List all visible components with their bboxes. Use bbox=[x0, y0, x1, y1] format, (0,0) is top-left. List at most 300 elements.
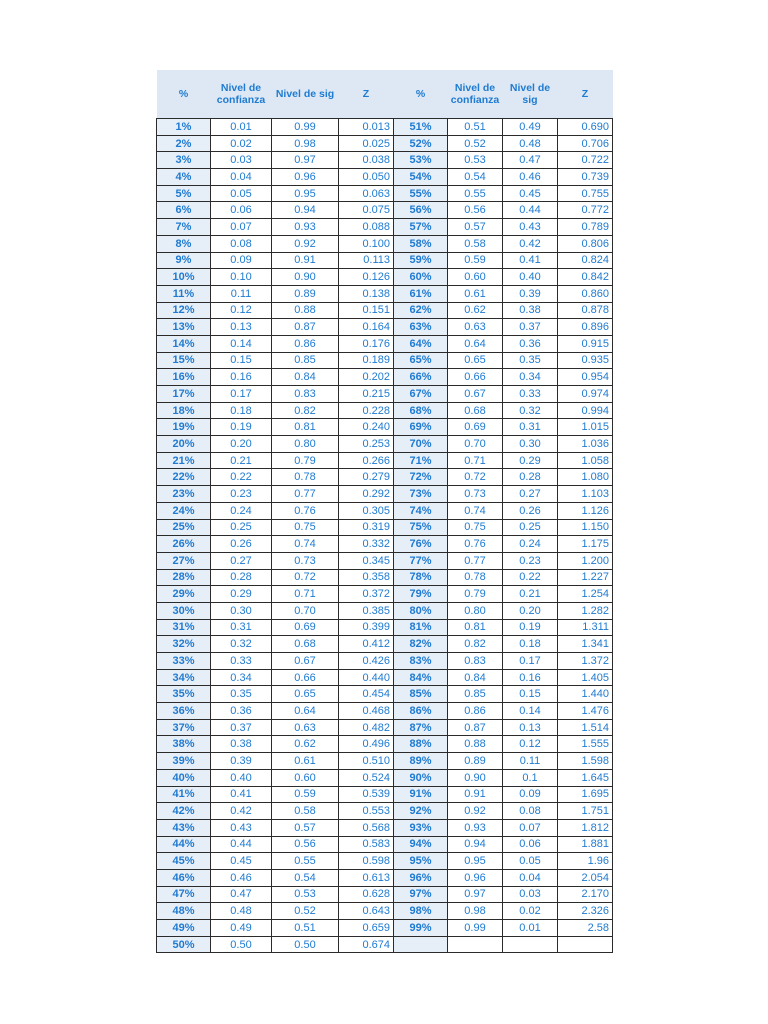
table-row bbox=[157, 135, 613, 152]
table-row bbox=[157, 486, 613, 503]
confidence-cell: 0.31 bbox=[211, 619, 272, 636]
table-row bbox=[157, 119, 613, 136]
percent-cell: 34% bbox=[157, 669, 211, 686]
z-cell: 0.038 bbox=[339, 152, 394, 169]
confidence-cell: 0.28 bbox=[211, 569, 272, 586]
percent-cell: 3% bbox=[157, 152, 211, 169]
percent-cell: 56% bbox=[394, 202, 448, 219]
significance-cell: 0.06 bbox=[503, 836, 558, 853]
z-cell: 0.860 bbox=[558, 285, 613, 302]
percent-cell: 35% bbox=[157, 686, 211, 703]
z-cell: 1.103 bbox=[558, 486, 613, 503]
significance-cell: 0.92 bbox=[272, 235, 339, 252]
confidence-cell: 0.51 bbox=[448, 119, 503, 136]
significance-cell: 0.13 bbox=[503, 719, 558, 736]
z-cell: 1.405 bbox=[558, 669, 613, 686]
table-row bbox=[157, 185, 613, 202]
confidence-cell: 0.67 bbox=[448, 386, 503, 403]
z-cell: 1.126 bbox=[558, 502, 613, 519]
percent-cell: 84% bbox=[394, 669, 448, 686]
significance-cell: 0.63 bbox=[272, 719, 339, 736]
z-cell: 0.113 bbox=[339, 252, 394, 269]
confidence-cell: 0.30 bbox=[211, 602, 272, 619]
percent-cell: 96% bbox=[394, 869, 448, 886]
confidence-cell: 0.01 bbox=[211, 119, 272, 136]
table-row bbox=[157, 219, 613, 236]
table-row bbox=[157, 786, 613, 803]
z-cell: 0.063 bbox=[339, 185, 394, 202]
percent-cell: 60% bbox=[394, 269, 448, 286]
z-cell: 0.643 bbox=[339, 903, 394, 920]
table-row bbox=[157, 769, 613, 786]
significance-cell: 0.60 bbox=[272, 769, 339, 786]
percent-cell: 47% bbox=[157, 886, 211, 903]
z-cell: 0.454 bbox=[339, 686, 394, 703]
significance-cell: 0.58 bbox=[272, 803, 339, 820]
significance-cell: 0.87 bbox=[272, 319, 339, 336]
percent-cell: 2% bbox=[157, 135, 211, 152]
z-score-table bbox=[156, 70, 613, 953]
z-cell: 0.896 bbox=[558, 319, 613, 336]
percent-cell: 68% bbox=[394, 402, 448, 419]
percent-cell: 15% bbox=[157, 352, 211, 369]
significance-cell: 0.16 bbox=[503, 669, 558, 686]
z-cell: 0.539 bbox=[339, 786, 394, 803]
confidence-cell: 0.40 bbox=[211, 769, 272, 786]
percent-cell: 98% bbox=[394, 903, 448, 920]
table-row bbox=[157, 369, 613, 386]
significance-cell: 0.12 bbox=[503, 736, 558, 753]
percent-cell: 88% bbox=[394, 736, 448, 753]
z-cell: 0.824 bbox=[558, 252, 613, 269]
significance-cell: 0.71 bbox=[272, 586, 339, 603]
table-row bbox=[157, 869, 613, 886]
z-cell: 0.358 bbox=[339, 569, 394, 586]
percent-cell: 12% bbox=[157, 302, 211, 319]
z-cell: 0.789 bbox=[558, 219, 613, 236]
table-row bbox=[157, 552, 613, 569]
z-cell: 0.806 bbox=[558, 235, 613, 252]
confidence-cell: 0.90 bbox=[448, 769, 503, 786]
z-cell: 0.553 bbox=[339, 803, 394, 820]
z-cell: 0.510 bbox=[339, 753, 394, 770]
z-cell: 0.568 bbox=[339, 819, 394, 836]
percent-cell: 29% bbox=[157, 586, 211, 603]
significance-cell: 0.69 bbox=[272, 619, 339, 636]
percent-cell: 70% bbox=[394, 436, 448, 453]
percent-cell: 7% bbox=[157, 219, 211, 236]
percent-cell: 72% bbox=[394, 469, 448, 486]
percent-cell: 85% bbox=[394, 686, 448, 703]
significance-cell: 0.43 bbox=[503, 219, 558, 236]
significance-cell: 0.93 bbox=[272, 219, 339, 236]
percent-cell: 28% bbox=[157, 569, 211, 586]
percent-cell: 13% bbox=[157, 319, 211, 336]
percent-cell: 57% bbox=[394, 219, 448, 236]
confidence-cell: 0.48 bbox=[211, 903, 272, 920]
table-row bbox=[157, 853, 613, 870]
percent-cell: 44% bbox=[157, 836, 211, 853]
confidence-cell: 0.95 bbox=[448, 853, 503, 870]
percent-cell: 94% bbox=[394, 836, 448, 853]
confidence-cell: 0.32 bbox=[211, 636, 272, 653]
confidence-cell: 0.75 bbox=[448, 519, 503, 536]
z-cell: 0.468 bbox=[339, 703, 394, 720]
confidence-cell: 0.63 bbox=[448, 319, 503, 336]
significance-cell: 0.88 bbox=[272, 302, 339, 319]
percent-cell: 75% bbox=[394, 519, 448, 536]
percent-cell: 92% bbox=[394, 803, 448, 820]
table-row bbox=[157, 669, 613, 686]
z-cell: 0.915 bbox=[558, 335, 613, 352]
percent-cell: 55% bbox=[394, 185, 448, 202]
significance-cell: 0.51 bbox=[272, 920, 339, 937]
table-row bbox=[157, 169, 613, 186]
confidence-cell: 0.02 bbox=[211, 135, 272, 152]
significance-cell: 0.15 bbox=[503, 686, 558, 703]
confidence-cell: 0.22 bbox=[211, 469, 272, 486]
significance-cell: 0.22 bbox=[503, 569, 558, 586]
table-row bbox=[157, 886, 613, 903]
confidence-cell: 0.70 bbox=[448, 436, 503, 453]
z-cell: 0.013 bbox=[339, 119, 394, 136]
table-row bbox=[157, 619, 613, 636]
z-cell: 0.878 bbox=[558, 302, 613, 319]
percent-cell: 81% bbox=[394, 619, 448, 636]
significance-cell: 0.37 bbox=[503, 319, 558, 336]
z-cell: 0.151 bbox=[339, 302, 394, 319]
table-row bbox=[157, 936, 613, 953]
percent-cell: 48% bbox=[157, 903, 211, 920]
table-row bbox=[157, 235, 613, 252]
table-row bbox=[157, 402, 613, 419]
confidence-cell: 0.65 bbox=[448, 352, 503, 369]
confidence-cell: 0.06 bbox=[211, 202, 272, 219]
confidence-cell: 0.64 bbox=[448, 335, 503, 352]
table-row bbox=[157, 586, 613, 603]
significance-cell bbox=[503, 936, 558, 953]
z-cell: 0.215 bbox=[339, 386, 394, 403]
confidence-cell: 0.56 bbox=[448, 202, 503, 219]
percent-cell: 73% bbox=[394, 486, 448, 503]
table-row bbox=[157, 653, 613, 670]
table-row bbox=[157, 502, 613, 519]
percent-cell: 17% bbox=[157, 386, 211, 403]
table-row bbox=[157, 536, 613, 553]
significance-cell: 0.81 bbox=[272, 419, 339, 436]
confidence-cell: 0.49 bbox=[211, 920, 272, 937]
z-cell: 0.240 bbox=[339, 419, 394, 436]
significance-cell: 0.73 bbox=[272, 552, 339, 569]
significance-cell: 0.17 bbox=[503, 653, 558, 670]
significance-cell: 0.04 bbox=[503, 869, 558, 886]
z-cell: 0.583 bbox=[339, 836, 394, 853]
table-row bbox=[157, 803, 613, 820]
table-row bbox=[157, 335, 613, 352]
significance-cell: 0.02 bbox=[503, 903, 558, 920]
z-cell: 0.659 bbox=[339, 920, 394, 937]
confidence-cell: 0.36 bbox=[211, 703, 272, 720]
percent-cell: 63% bbox=[394, 319, 448, 336]
significance-cell: 0.84 bbox=[272, 369, 339, 386]
z-cell: 1.015 bbox=[558, 419, 613, 436]
confidence-cell: 0.16 bbox=[211, 369, 272, 386]
confidence-cell: 0.72 bbox=[448, 469, 503, 486]
z-cell: 2.054 bbox=[558, 869, 613, 886]
percent-cell: 79% bbox=[394, 586, 448, 603]
percent-cell: 46% bbox=[157, 869, 211, 886]
z-cell: 0.399 bbox=[339, 619, 394, 636]
significance-cell: 0.44 bbox=[503, 202, 558, 219]
table-row bbox=[157, 703, 613, 720]
percent-cell: 49% bbox=[157, 920, 211, 937]
table-row bbox=[157, 352, 613, 369]
z-cell: 0.994 bbox=[558, 402, 613, 419]
significance-cell: 0.66 bbox=[272, 669, 339, 686]
z-cell: 0.025 bbox=[339, 135, 394, 152]
significance-cell: 0.52 bbox=[272, 903, 339, 920]
z-cell: 1.311 bbox=[558, 619, 613, 636]
percent-cell: 20% bbox=[157, 436, 211, 453]
z-cell: 0.842 bbox=[558, 269, 613, 286]
table-row bbox=[157, 836, 613, 853]
significance-cell: 0.94 bbox=[272, 202, 339, 219]
significance-cell: 0.29 bbox=[503, 452, 558, 469]
percent-cell: 76% bbox=[394, 536, 448, 553]
confidence-cell: 0.87 bbox=[448, 719, 503, 736]
confidence-cell: 0.12 bbox=[211, 302, 272, 319]
significance-cell: 0.91 bbox=[272, 252, 339, 269]
significance-cell: 0.09 bbox=[503, 786, 558, 803]
confidence-cell: 0.18 bbox=[211, 402, 272, 419]
confidence-cell: 0.55 bbox=[448, 185, 503, 202]
percent-cell: 22% bbox=[157, 469, 211, 486]
percent-cell: 23% bbox=[157, 486, 211, 503]
z-cell: 0.345 bbox=[339, 552, 394, 569]
significance-cell: 0.31 bbox=[503, 419, 558, 436]
significance-cell: 0.56 bbox=[272, 836, 339, 853]
confidence-cell: 0.09 bbox=[211, 252, 272, 269]
significance-cell: 0.53 bbox=[272, 886, 339, 903]
z-cell: 0.496 bbox=[339, 736, 394, 753]
significance-cell: 0.77 bbox=[272, 486, 339, 503]
percent-cell: 51% bbox=[394, 119, 448, 136]
percent-cell: 32% bbox=[157, 636, 211, 653]
percent-cell: 6% bbox=[157, 202, 211, 219]
confidence-cell: 0.46 bbox=[211, 869, 272, 886]
z-cell: 0.412 bbox=[339, 636, 394, 653]
confidence-cell: 0.47 bbox=[211, 886, 272, 903]
confidence-cell: 0.88 bbox=[448, 736, 503, 753]
confidence-cell: 0.11 bbox=[211, 285, 272, 302]
z-cell: 1.200 bbox=[558, 552, 613, 569]
percent-cell: 40% bbox=[157, 769, 211, 786]
percent-cell: 26% bbox=[157, 536, 211, 553]
significance-cell: 0.03 bbox=[503, 886, 558, 903]
confidence-cell: 0.66 bbox=[448, 369, 503, 386]
significance-cell: 0.57 bbox=[272, 819, 339, 836]
significance-cell: 0.96 bbox=[272, 169, 339, 186]
significance-cell: 0.82 bbox=[272, 402, 339, 419]
z-cell: 0.088 bbox=[339, 219, 394, 236]
significance-cell: 0.99 bbox=[272, 119, 339, 136]
table-row bbox=[157, 753, 613, 770]
table-row bbox=[157, 202, 613, 219]
percent-cell: 41% bbox=[157, 786, 211, 803]
significance-cell: 0.24 bbox=[503, 536, 558, 553]
confidence-cell: 0.86 bbox=[448, 703, 503, 720]
z-cell: 1.598 bbox=[558, 753, 613, 770]
table-row bbox=[157, 302, 613, 319]
significance-cell: 0.72 bbox=[272, 569, 339, 586]
confidence-cell: 0.38 bbox=[211, 736, 272, 753]
confidence-cell: 0.05 bbox=[211, 185, 272, 202]
significance-cell: 0.18 bbox=[503, 636, 558, 653]
z-cell: 0.674 bbox=[339, 936, 394, 953]
z-cell: 0.524 bbox=[339, 769, 394, 786]
significance-cell: 0.46 bbox=[503, 169, 558, 186]
percent-cell: 66% bbox=[394, 369, 448, 386]
z-cell: 0.126 bbox=[339, 269, 394, 286]
significance-cell: 0.35 bbox=[503, 352, 558, 369]
header-z: Z bbox=[339, 70, 394, 119]
significance-cell: 0.61 bbox=[272, 753, 339, 770]
confidence-cell: 0.93 bbox=[448, 819, 503, 836]
table-row bbox=[157, 569, 613, 586]
percent-cell: 93% bbox=[394, 819, 448, 836]
confidence-cell: 0.41 bbox=[211, 786, 272, 803]
significance-cell: 0.64 bbox=[272, 703, 339, 720]
confidence-cell: 0.50 bbox=[211, 936, 272, 953]
z-cell: 0.690 bbox=[558, 119, 613, 136]
z-cell: 0.189 bbox=[339, 352, 394, 369]
percent-cell: 95% bbox=[394, 853, 448, 870]
percent-cell: 50% bbox=[157, 936, 211, 953]
percent-cell: 83% bbox=[394, 653, 448, 670]
confidence-cell: 0.45 bbox=[211, 853, 272, 870]
confidence-cell: 0.84 bbox=[448, 669, 503, 686]
z-cell: 1.812 bbox=[558, 819, 613, 836]
percent-cell: 69% bbox=[394, 419, 448, 436]
z-cell: 0.202 bbox=[339, 369, 394, 386]
significance-cell: 0.11 bbox=[503, 753, 558, 770]
z-cell: 0.332 bbox=[339, 536, 394, 553]
percent-cell: 5% bbox=[157, 185, 211, 202]
percent-cell: 71% bbox=[394, 452, 448, 469]
percent-cell: 33% bbox=[157, 653, 211, 670]
table-row bbox=[157, 152, 613, 169]
significance-cell: 0.89 bbox=[272, 285, 339, 302]
header-significance-level-2: Nivel de sig bbox=[503, 70, 558, 119]
z-cell: 1.036 bbox=[558, 436, 613, 453]
significance-cell: 0.34 bbox=[503, 369, 558, 386]
z-cell: 1.227 bbox=[558, 569, 613, 586]
confidence-cell: 0.19 bbox=[211, 419, 272, 436]
z-cell: 0.292 bbox=[339, 486, 394, 503]
z-cell: 1.341 bbox=[558, 636, 613, 653]
percent-cell: 67% bbox=[394, 386, 448, 403]
confidence-cell: 0.77 bbox=[448, 552, 503, 569]
percent-cell: 39% bbox=[157, 753, 211, 770]
table-row bbox=[157, 419, 613, 436]
confidence-cell: 0.94 bbox=[448, 836, 503, 853]
percent-cell: 77% bbox=[394, 552, 448, 569]
percent-cell: 42% bbox=[157, 803, 211, 820]
table-row bbox=[157, 285, 613, 302]
confidence-cell: 0.80 bbox=[448, 602, 503, 619]
z-cell: 1.96 bbox=[558, 853, 613, 870]
significance-cell: 0.20 bbox=[503, 602, 558, 619]
percent-cell: 62% bbox=[394, 302, 448, 319]
table-row bbox=[157, 386, 613, 403]
z-cell: 0.164 bbox=[339, 319, 394, 336]
z-cell: 0.739 bbox=[558, 169, 613, 186]
header-row bbox=[157, 70, 613, 119]
percent-cell: 82% bbox=[394, 636, 448, 653]
confidence-cell: 0.74 bbox=[448, 502, 503, 519]
confidence-cell: 0.13 bbox=[211, 319, 272, 336]
table-row bbox=[157, 920, 613, 937]
z-cell: 1.175 bbox=[558, 536, 613, 553]
z-cell: 0.100 bbox=[339, 235, 394, 252]
confidence-cell: 0.53 bbox=[448, 152, 503, 169]
significance-cell: 0.54 bbox=[272, 869, 339, 886]
confidence-cell: 0.76 bbox=[448, 536, 503, 553]
confidence-cell: 0.79 bbox=[448, 586, 503, 603]
z-cell: 1.254 bbox=[558, 586, 613, 603]
percent-cell: 97% bbox=[394, 886, 448, 903]
percent-cell: 74% bbox=[394, 502, 448, 519]
significance-cell: 0.47 bbox=[503, 152, 558, 169]
confidence-cell: 0.85 bbox=[448, 686, 503, 703]
z-cell: 0.974 bbox=[558, 386, 613, 403]
table-row bbox=[157, 319, 613, 336]
z-cell: 1.372 bbox=[558, 653, 613, 670]
percent-cell: 18% bbox=[157, 402, 211, 419]
percent-cell: 61% bbox=[394, 285, 448, 302]
confidence-cell: 0.25 bbox=[211, 519, 272, 536]
table-row bbox=[157, 252, 613, 269]
significance-cell: 0.01 bbox=[503, 920, 558, 937]
percent-cell: 45% bbox=[157, 853, 211, 870]
confidence-cell: 0.07 bbox=[211, 219, 272, 236]
confidence-cell: 0.98 bbox=[448, 903, 503, 920]
table-row bbox=[157, 602, 613, 619]
confidence-cell: 0.92 bbox=[448, 803, 503, 820]
confidence-cell: 0.04 bbox=[211, 169, 272, 186]
significance-cell: 0.76 bbox=[272, 502, 339, 519]
confidence-cell: 0.37 bbox=[211, 719, 272, 736]
significance-cell: 0.79 bbox=[272, 452, 339, 469]
z-cell: 0.954 bbox=[558, 369, 613, 386]
z-cell: 0.279 bbox=[339, 469, 394, 486]
confidence-cell: 0.08 bbox=[211, 235, 272, 252]
confidence-cell: 0.59 bbox=[448, 252, 503, 269]
z-cell: 0.372 bbox=[339, 586, 394, 603]
percent-cell: 24% bbox=[157, 502, 211, 519]
confidence-cell: 0.52 bbox=[448, 135, 503, 152]
confidence-cell: 0.42 bbox=[211, 803, 272, 820]
confidence-cell: 0.96 bbox=[448, 869, 503, 886]
significance-cell: 0.67 bbox=[272, 653, 339, 670]
confidence-cell: 0.14 bbox=[211, 335, 272, 352]
z-cell: 1.150 bbox=[558, 519, 613, 536]
z-cell: 0.440 bbox=[339, 669, 394, 686]
z-cell: 0.385 bbox=[339, 602, 394, 619]
header-confidence-level: Nivel de confianza bbox=[211, 70, 272, 119]
confidence-cell: 0.83 bbox=[448, 653, 503, 670]
percent-cell: 16% bbox=[157, 369, 211, 386]
